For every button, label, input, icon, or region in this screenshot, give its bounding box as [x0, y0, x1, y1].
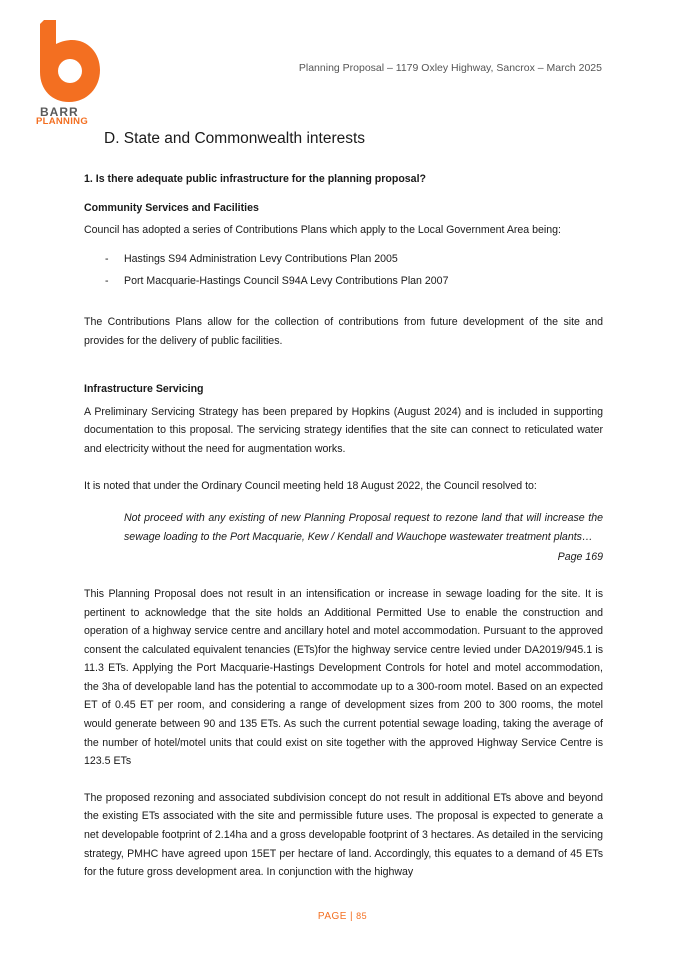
page-footer — [0, 911, 685, 922]
footer-page-number: 85 — [356, 911, 368, 921]
page-body — [84, 170, 603, 882]
question-heading: 1. Is there adequate public infrastructure for the planning proposal? — [84, 173, 426, 185]
list-item — [84, 250, 603, 269]
infrastructure-heading: Infrastructure Servicing — [84, 383, 204, 396]
infrastructure-para-4: The proposed rezoning and associated subdivision concept do not result in additional ETs above and beyond the existing ETs associated with the site and permissible future uses. The proposal is expected to generate a net developable footprint of 2.14ha and a gross developable footprint of 3 hectares. As detailed in the servicing strategy, PMHC have agreed upon 15ET per hectare of land. Accordingly, this equates to a demand of 45 ETs for the future gross development area. In conjunction with the highway — [84, 791, 603, 879]
infrastructure-para-3: This Planning Proposal does not result in an intensification or increase in sewage loading for the site. It is pertinent to acknowledge that the site holds an Additional Permitted Use to enable the construction and operation of a highway service centre and ancillary hotel and motel accommodation. Pursuant to the approved consent the calculated equivalent tenancies (ETs)for the highway service centre levied under DA2019/945.1 is 11.3 ETs. Applying the Port Macquarie-Hastings Development Controls for hotel and motel accommodation, the 3ha of developable land has the potential to accommodate up to a 300-room motel. Based on an expected ET of 0.45 ET per room, and considering a range of development sizes from 200 to 300 rooms, the motel would generate between 90 and 135 ETs. As such the current potential sewage loading, taking the average of the number of hotel/motel units that could exist on site together with the approved Highway Service Centre is 123.5 ETs — [84, 587, 603, 768]
section-title: D. State and Commonwealth interests — [104, 130, 366, 147]
barr-planning-logo — [36, 20, 102, 104]
contributions-plan-list — [84, 250, 603, 291]
infrastructure-para-2: It is noted that under the Ordinary Council meeting held 18 August 2022, the Council resolved to: — [84, 479, 537, 492]
community-heading: Community Services and Facilities — [84, 201, 259, 214]
footer-page-label: PAGE — [317, 911, 347, 922]
council-resolution-quote: Not proceed with any existing of new Planning Proposal request to rezone land that will increase the sewage loading to the Port Macquarie, Kew / Kendall and Wauchope wastewater treatment plants… — [124, 512, 603, 543]
brand-name-line2: PLANNING — [36, 116, 89, 127]
document-header-title: Planning Proposal – 1179 Oxley Highway, Sancrox – March 2025 — [298, 62, 602, 74]
footer-separator: | — [349, 911, 354, 922]
list-item — [84, 272, 603, 291]
plan-label: Hastings S94 Administration Levy Contributions Plan 2005 — [124, 252, 398, 265]
quote-reference: Page 169 — [557, 551, 603, 564]
barr-b-logo-icon — [36, 20, 102, 104]
infrastructure-para-1: A Preliminary Servicing Strategy has been prepared by Hopkins (August 2024) and is included in supporting documentation to this proposal. The servicing strategy identifies that the site can connect to reticulated water and electricity without the need for augmentation works. — [84, 405, 603, 455]
list-dash: - — [105, 275, 109, 288]
community-summary: The Contributions Plans allow for the collection of contributions from future development of the site and provides for the delivery of public facilities. — [84, 315, 603, 347]
plan-label: Port Macquarie-Hastings Council S94A Levy Contributions Plan 2007 — [124, 275, 449, 288]
brand-name-line1: BARR — [40, 105, 79, 119]
list-dash: - — [105, 252, 109, 265]
community-intro: Council has adopted a series of Contributions Plans which apply to the Local Government Area being: — [84, 224, 562, 237]
